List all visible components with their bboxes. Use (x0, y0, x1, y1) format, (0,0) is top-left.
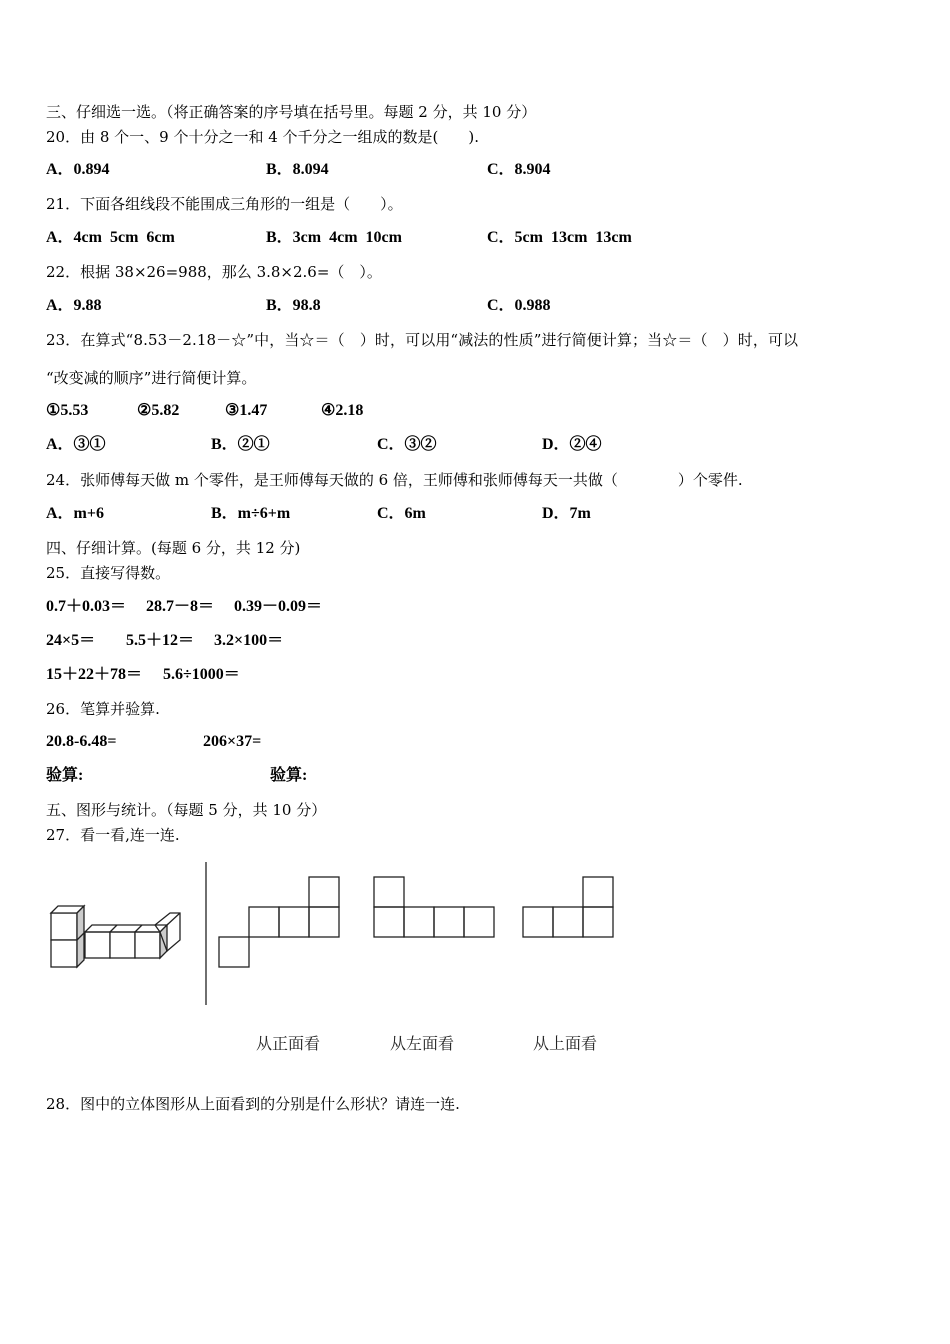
q22-option-b: B．98.8 (266, 297, 321, 314)
question-25: 25．直接写得数。 (46, 564, 171, 582)
section-4-heading: 四、仔细计算。(每题 6 分，共 12 分) (46, 539, 301, 557)
q25-item: 0.7＋0.03＝ (46, 598, 127, 615)
label-front-view: 从正面看 (256, 1034, 321, 1053)
q24-option-c: C．6m (377, 505, 426, 522)
q24-option-b: B．m÷6+m (211, 505, 291, 522)
q25-item: 24×5＝ (46, 632, 96, 649)
q23-option-c: C．③② (377, 436, 437, 453)
q23-option-d: D．②④ (542, 436, 602, 453)
q24-option-d: D．7m (542, 505, 591, 522)
q24-option-a: A．m+6 (46, 505, 105, 522)
front-view-shape (219, 877, 339, 967)
question-23-continued: “改变减的顺序”进行简便计算。 (46, 369, 257, 387)
q20-option-a: A．0.894 (46, 161, 110, 178)
q26-check-label-2: 验算: (270, 767, 308, 784)
q23-option-a: A．③① (46, 436, 106, 453)
q22-option-a: A．9.88 (46, 297, 102, 314)
q23-choice-3: ③1.47 (225, 402, 268, 419)
q23-choice-2: ②5.82 (137, 402, 180, 419)
section-3-heading: 三、仔细选一选。（将正确答案的序号填在括号里。每题 2 分，共 10 分） (46, 103, 537, 121)
q21-option-a: A．4cm 5cm 6cm (46, 229, 175, 246)
q23-choice-1: ①5.53 (46, 402, 89, 419)
q22-option-c: C．0.988 (487, 297, 551, 314)
section-5-heading: 五、图形与统计。（每题 5 分，共 10 分） (46, 801, 327, 819)
q25-item: 5.5＋12＝ (126, 632, 195, 649)
q25-item: 15＋22＋78＝ (46, 666, 143, 683)
label-left-view: 从左面看 (390, 1034, 455, 1053)
q23-option-b: B．②① (211, 436, 270, 453)
left-view-shape (374, 877, 494, 937)
question-26: 26．笔算并验算. (46, 700, 160, 718)
question-22: 22．根据 38×26=988，那么 3.8×2.6=（ ）。 (46, 263, 382, 281)
q20-option-b: B．8.094 (266, 161, 329, 178)
q21-option-c: C．5cm 13cm 13cm (487, 229, 632, 246)
question-28: 28．图中的立体图形从上面看到的分别是什么形状？请连一连. (46, 1095, 460, 1113)
top-view-shape (523, 877, 613, 937)
question-23: 23．在算式“8.53－2.18－☆”中，当☆＝（ ）时，可以用“减法的性质”进行简便计算；当☆＝（ ）时，可以 (46, 331, 799, 349)
q25-item: 0.39－0.09＝ (234, 598, 323, 615)
question-21: 21．下面各组线段不能围成三角形的一组是（ ）。 (46, 195, 403, 213)
q26-check-label-1: 验算: (46, 767, 84, 784)
q26-problem-2: 206×37= (203, 733, 262, 750)
q23-choice-4: ④2.18 (321, 402, 364, 419)
q25-item: 5.6÷1000＝ (163, 666, 240, 683)
label-top-view: 从上面看 (533, 1034, 598, 1053)
q25-item: 28.7－8＝ (146, 598, 215, 615)
q20-option-c: C．8.904 (487, 161, 551, 178)
question-20: 20．由 8 个一、9 个十分之一和 4 个千分之一组成的数是( ). (46, 128, 480, 146)
question-24: 24．张师傅每天做 m 个零件，是王师傅每天做的 6 倍，王师傅和张师傅每天一共做（ ）个零件. (46, 471, 743, 489)
cube-solid-drawing (51, 906, 180, 967)
q26-problem-1: 20.8-6.48= (46, 733, 117, 750)
q21-option-b: B．3cm 4cm 10cm (266, 229, 402, 246)
question-27: 27．看一看,连一连. (46, 826, 180, 844)
q25-item: 3.2×100＝ (214, 632, 284, 649)
